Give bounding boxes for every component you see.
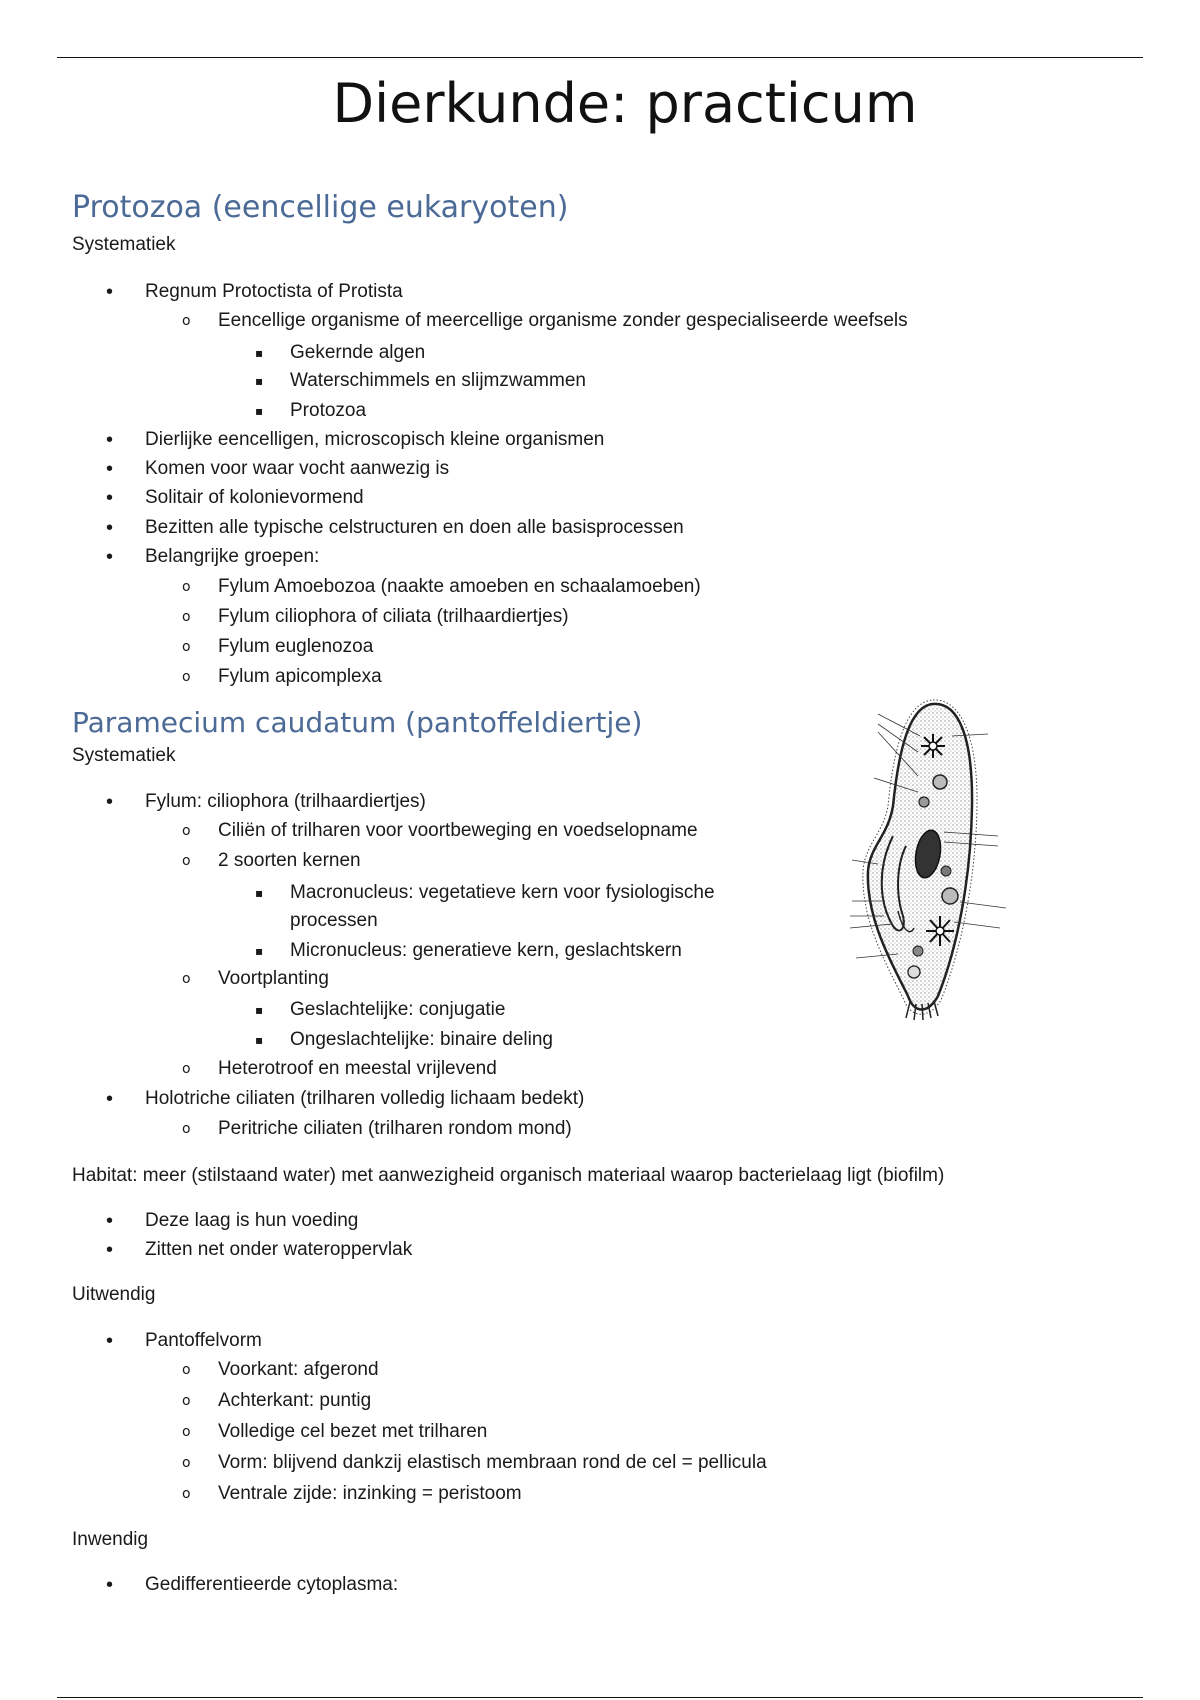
bullet-circle: o bbox=[182, 1061, 191, 1077]
bottom-rule bbox=[57, 1697, 1143, 1698]
bullet-circle: o bbox=[182, 853, 191, 869]
subheading-systematiek-2: Systematiek bbox=[72, 745, 176, 766]
bullet-square: ▪ bbox=[255, 1003, 264, 1017]
bullet-circle: o bbox=[182, 639, 191, 655]
bullet-circle: o bbox=[182, 1455, 191, 1471]
bullet-circle: o bbox=[182, 1486, 191, 1502]
bullet-dot: • bbox=[106, 546, 114, 568]
bullet-circle: o bbox=[182, 1121, 191, 1137]
bullet-dot: • bbox=[106, 1210, 114, 1232]
bullet-square: ▪ bbox=[255, 404, 264, 418]
bullet-dot: • bbox=[106, 1574, 114, 1596]
bullet-circle: o bbox=[182, 823, 191, 839]
bullet-circle: o bbox=[182, 669, 191, 685]
bullet-dot: • bbox=[106, 487, 114, 509]
bullet-dot: • bbox=[106, 1330, 114, 1352]
bullet-circle: o bbox=[182, 1362, 191, 1378]
bullet-square: ▪ bbox=[255, 346, 264, 360]
paragraph-inwendig: Inwendig bbox=[72, 1529, 149, 1550]
paragraph-uitwendig: Uitwendig bbox=[72, 1284, 156, 1305]
bullet-dot: • bbox=[106, 281, 114, 303]
paramecium-illustration bbox=[848, 696, 1018, 1021]
bullet-dot: • bbox=[106, 458, 114, 480]
bullet-circle: o bbox=[182, 313, 191, 329]
bullet-dot: • bbox=[106, 429, 114, 451]
bullet-dot: • bbox=[106, 517, 114, 539]
subheading-systematiek-1: Systematiek bbox=[72, 234, 176, 255]
bullet-square: ▪ bbox=[255, 944, 264, 958]
top-rule bbox=[57, 57, 1143, 58]
bullet-dot: • bbox=[106, 791, 114, 813]
bullet-square: ▪ bbox=[255, 886, 264, 900]
paragraph-habitat: Habitat: meer (stilstaand water) met aanwezigheid organisch materiaal waarop bacterielaag ligt (biofilm) bbox=[72, 1165, 945, 1186]
bullet-dot: • bbox=[106, 1239, 114, 1261]
bullet-circle: o bbox=[182, 971, 191, 987]
heading-paramecium: Paramecium caudatum (pantoffeldiertje) bbox=[72, 706, 643, 739]
bullet-circle: o bbox=[182, 579, 191, 595]
bullet-circle: o bbox=[182, 1393, 191, 1409]
heading-protozoa: Protozoa (eencellige eukaryoten) bbox=[72, 190, 569, 225]
document-title: Dierkunde: practicum bbox=[332, 72, 918, 135]
bullet-circle: o bbox=[182, 1424, 191, 1440]
bullet-square: ▪ bbox=[255, 1033, 264, 1047]
bullet-square: ▪ bbox=[255, 374, 264, 388]
bullet-circle: o bbox=[182, 609, 191, 625]
bullet-dot: • bbox=[106, 1088, 114, 1110]
